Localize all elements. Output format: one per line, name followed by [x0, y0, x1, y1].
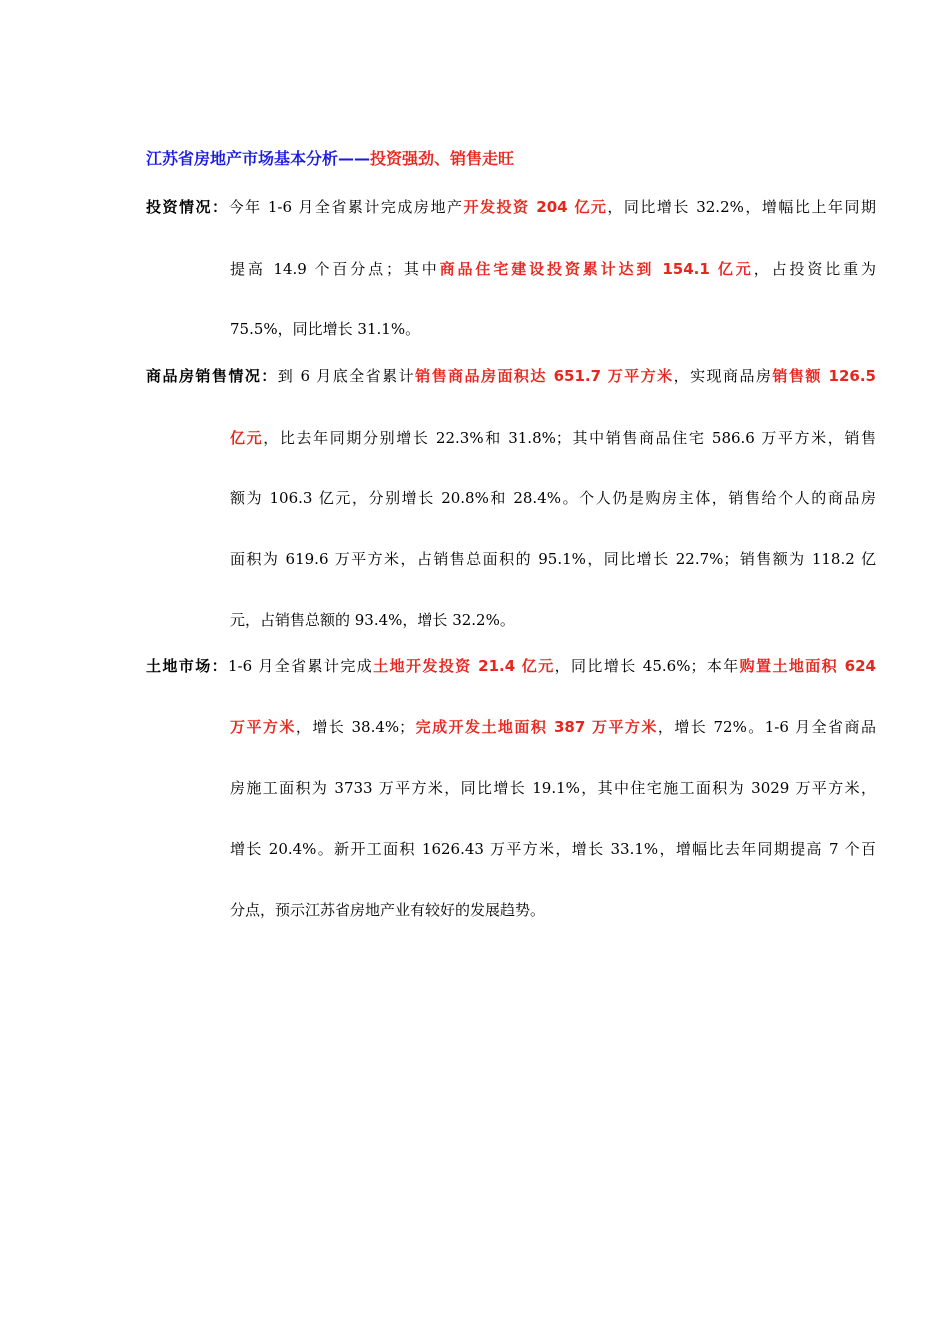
sales-line-4	[230, 548, 876, 570]
sales-text: 额为 106.3 亿元，分别增长 20.8%和 28.4%。个人仍是购房主体，销售给个人的商品房	[230, 489, 876, 507]
sales-text: 到 6 月底全省累计	[277, 367, 416, 385]
land-text: 房施工面积为 3733 万平方米，同比增长 19.1%，其中住宅施工面积为 3029 万平方米，	[230, 779, 876, 797]
sales-text: ，实现商品房	[673, 367, 773, 385]
land-label: 土地市场：	[146, 657, 229, 675]
land-text: ，同比增长 45.6%；本年	[554, 657, 740, 675]
sales-highlight: 销售额 126.5	[772, 367, 876, 385]
land-highlight: 土地开发投资 21.4 亿元	[373, 657, 555, 675]
land-line-4	[230, 838, 876, 860]
title-main: 江苏省房地产市场基本分析——	[146, 149, 371, 168]
sales-line-2	[230, 427, 876, 449]
sales-line-5	[230, 609, 876, 631]
investment-line-1	[146, 196, 876, 218]
sales-text: ，比去年同期分别增长 22.3%和 31.8%；其中销售商品住宅 586.6 万平方米，销售	[263, 429, 876, 447]
investment-line-2	[230, 258, 876, 280]
land-highlight: 完成开发土地面积 387 万平方米	[414, 718, 658, 736]
investment-highlight: 开发投资 204 亿元	[463, 198, 608, 216]
land-text: 1-6 月全省累计完成	[228, 657, 374, 675]
investment-highlight: 商品住宅建设投资累计达到 154.1 亿元	[439, 260, 754, 278]
land-line-2	[230, 716, 876, 738]
land-text: ，增长 38.4%；	[295, 718, 415, 736]
land-text: 增长 20.4%。新开工面积 1626.43 万平方米，增长 33.1%，增幅比去年同期提高 7 个百	[230, 840, 876, 858]
sales-label: 商品房销售情况：	[146, 367, 278, 385]
sales-line-3	[230, 487, 876, 509]
document-title	[146, 146, 514, 169]
land-text: ，增长 72%。1-6 月全省商品	[657, 718, 876, 736]
land-line-3	[230, 777, 876, 799]
sales-line-1	[146, 365, 876, 387]
sales-text: 元，占销售总额的 93.4%，增长 32.2%。	[230, 611, 515, 629]
land-highlight: 万平方米	[230, 718, 296, 736]
investment-text: 提高 14.9 个百分点；其中	[230, 260, 440, 278]
sales-highlight: 销售商品房面积达 651.7 万平方米	[415, 367, 674, 385]
land-line-1	[146, 655, 876, 677]
land-line-5	[230, 899, 876, 921]
investment-text: 今年 1-6 月全省累计完成房地产	[228, 198, 464, 216]
title-highlight: 投资强劲、销售走旺	[370, 149, 515, 168]
land-highlight: 购置土地面积 624	[739, 657, 876, 675]
investment-label: 投资情况：	[146, 198, 229, 216]
investment-text: ，同比增长 32.2%，增幅比上年同期	[607, 198, 876, 216]
investment-line-3	[230, 318, 876, 340]
investment-text: 75.5%，同比增长 31.1%。	[230, 320, 421, 338]
sales-highlight: 亿元	[230, 429, 264, 447]
land-text: 分点，预示江苏省房地产业有较好的发展趋势。	[230, 901, 546, 919]
sales-text: 面积为 619.6 万平方米，占销售总面积的 95.1%，同比增长 22.7%；销售额为 118.2 亿	[230, 550, 876, 568]
investment-text: ，占投资比重为	[753, 260, 876, 278]
